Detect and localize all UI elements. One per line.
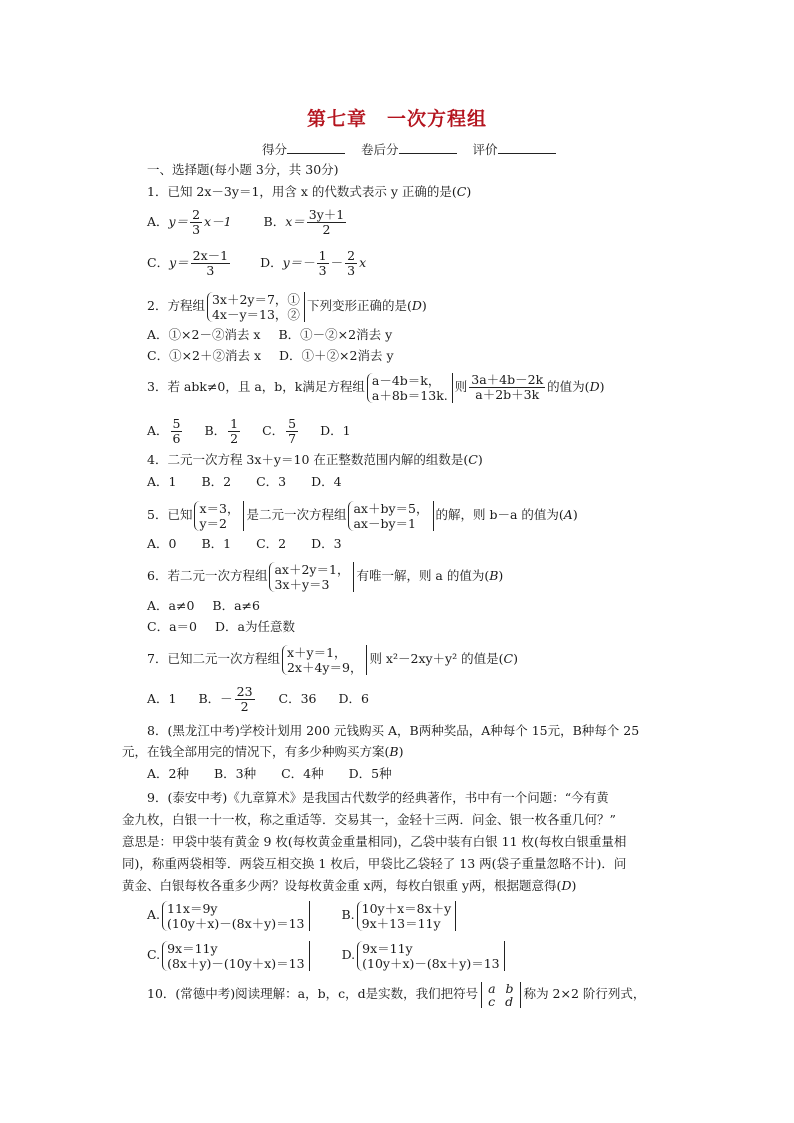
q3-num: 3a＋4b－2k: [471, 372, 544, 387]
q1-stem: 1．已知 2x－3y＝1，用含 x 的代数式表示 y 正确的是(: [147, 184, 457, 199]
q2-close: ): [421, 298, 427, 313]
q1-d-den1: 3: [318, 263, 327, 278]
q4-close: ): [477, 452, 483, 467]
q10-pre: 10．(常德中考)阅读理解：a，b，c，d是实数，我们把符号: [147, 986, 479, 1001]
question-6: [147, 559, 503, 593]
q10-determinant: [481, 982, 520, 1008]
q1-options-cd: [147, 247, 366, 279]
q3-c-num: 5: [288, 416, 297, 431]
q8-options: A．2种 B．3种 C．4种 D．5种: [147, 766, 392, 781]
q3-a-label: A．: [147, 423, 169, 438]
q8-answer: B: [389, 744, 399, 759]
q3-eq2: a＋8b＝13k.: [371, 387, 448, 403]
q3-post: 的值为(: [547, 379, 590, 394]
q7-e1: x＋y＝1，: [286, 644, 347, 660]
q1-b-pre: x＝: [285, 214, 305, 229]
q1-d-pre: y＝－: [282, 255, 315, 270]
q1-a-num: 2: [192, 207, 201, 222]
q6-options-cd: [147, 618, 295, 636]
q8-line2-pre: 元，在钱全部用完的情况下，有多少种购买方案(: [122, 744, 390, 759]
q1-b-fraction: [307, 208, 346, 237]
q3-c-den: 7: [288, 431, 297, 446]
score-row: [262, 140, 568, 158]
after-score-blank[interactable]: [399, 140, 457, 154]
q9-line3: 意思是：甲袋中装有黄金 9 枚(每枚黄金重量相同)，乙袋中装有白银 11 枚(每枚白银重量相: [122, 834, 627, 849]
q7-pre: 7．已知二元一次方程组: [147, 651, 280, 666]
q2-option-d: D．①＋②×2消去 y: [279, 348, 394, 363]
q2-answer: D: [411, 298, 422, 313]
after-score-label: 卷后分: [361, 142, 399, 157]
q6-e1: ax＋2y＝1，: [274, 561, 350, 577]
q1-a-den: 3: [192, 222, 201, 237]
q2-eq1: 3x＋2y＝7，①: [211, 291, 300, 307]
q2-pre: 2．方程组: [147, 298, 205, 313]
q7-option-d: D．6: [338, 691, 369, 706]
q5-solution: [194, 501, 244, 531]
q9-a-system: [162, 901, 310, 931]
q5-pre: 5．已知: [147, 507, 193, 522]
q5-s2: y＝2: [199, 515, 227, 531]
q1-b-num: 3y＋1: [308, 207, 345, 222]
q1-a-post: x－1: [204, 214, 232, 229]
q9-d-system: [357, 941, 505, 971]
q5-answer: A: [563, 507, 573, 522]
q9-c2: (8x＋y)－(10y＋x)＝13: [167, 955, 305, 971]
q8-line1: 8．(黑龙江中考)学校计划用 200 元钱购买 A，B两种奖品，A种每个 15元，B种每个 25: [147, 723, 640, 738]
q1-c-label: C．: [147, 255, 170, 270]
score-blank[interactable]: [287, 140, 345, 154]
question-2: [147, 290, 427, 322]
q6-answer: B: [489, 568, 499, 583]
q7-answer: C: [503, 651, 514, 666]
q3-close: ): [599, 379, 605, 394]
q9-answer: D: [561, 878, 572, 893]
q1-a-label: A．: [147, 214, 169, 229]
q4-answer: C: [468, 452, 478, 467]
q4-stem: 4．二元一次方程 3x＋y＝10 在正整数范围内解的组数是(: [147, 452, 469, 467]
q7-b-fraction: [235, 685, 255, 714]
q7-option-c: C．36: [278, 691, 317, 706]
q6-option-c: C．a＝0: [147, 619, 197, 634]
q10-m1: a b: [488, 980, 514, 996]
q7-system: [282, 645, 367, 675]
q2-post: 下列变形正确的是(: [306, 298, 412, 313]
q1-d-fraction2: [345, 249, 357, 278]
q1-d-num1: 1: [318, 248, 327, 263]
q9-b-label: B.: [341, 907, 355, 922]
q3-b-num: 1: [230, 416, 239, 431]
q9-line5: [122, 877, 576, 895]
q10-m2: c d: [488, 993, 514, 1009]
q1-d-post: x: [359, 255, 367, 270]
q2-eq2: 4x－y＝13，②: [211, 306, 300, 322]
q8-line2: [122, 743, 403, 761]
question-1: [147, 183, 471, 201]
q7-b-label: B．－: [198, 691, 233, 706]
q9-b-system: [357, 901, 457, 931]
q9-a1: 11x＝9y: [167, 900, 218, 916]
q6-pre: 6．若二元一次方程组: [147, 568, 268, 583]
q1-d-den2: 3: [347, 263, 356, 278]
q9-line2: 金九枚，白银一十一枚，称之重适等．交易其一，金轻十三两．问金、银一枚各重几何？”: [122, 812, 616, 827]
q10-post: 称为 2×2 阶行列式，: [523, 986, 646, 1001]
q7-post: 则 x²－2xy＋y² 的值是(: [369, 651, 504, 666]
q3-b-label: B．: [204, 423, 227, 438]
q3-fraction: [469, 373, 545, 402]
q5-mid: 是二元一次方程组: [246, 507, 347, 522]
question-4: [147, 451, 483, 469]
q9-a2: (10y＋x)－(8x＋y)＝13: [167, 915, 305, 931]
page-title: [0, 104, 794, 131]
q2-option-c: C．①×2＋②消去 x: [147, 348, 262, 363]
q2-system: [207, 292, 305, 322]
q2-option-b: B．①－②×2消去 y: [278, 327, 393, 342]
q1-d-label: D．: [260, 255, 283, 270]
q5-close: ): [572, 507, 578, 522]
q9-close: ): [571, 878, 577, 893]
q1-d-fraction1: [317, 249, 329, 278]
q9-c1: 9x＝11y: [167, 940, 218, 956]
q6-option-d: D．a为任意数: [214, 619, 295, 634]
q3-a-num: 5: [172, 416, 181, 431]
q1-b-label: B．: [263, 214, 286, 229]
q6-e2: 3x＋y＝3: [274, 576, 330, 592]
question-7: [147, 642, 518, 676]
q8-close: ): [398, 744, 404, 759]
q3-option-d: D．1: [320, 423, 351, 438]
q9-options-ab: [147, 897, 458, 933]
q9-c-label: C.: [147, 947, 161, 962]
question-3: [147, 370, 604, 404]
q9-d1: 9x＝11y: [362, 940, 413, 956]
q9-line1: 9．(泰安中考)《九章算术》是我国古代数学的经典著作，书中有一个问题：“今有黄: [147, 790, 609, 805]
q3-eq1: a－4b＝k，: [371, 372, 441, 388]
q9-line4: 同)，称重两袋相等．两袋互相交换 1 枚后，甲袋比乙袋轻了 13 两(袋子重量忽略不计)．问: [122, 856, 627, 871]
q1-d-mid: －: [330, 255, 344, 270]
q5-post: 的解，则 b－a 的值为(: [435, 507, 564, 522]
q5-e2: ax－by＝1: [353, 515, 417, 531]
q3-pre: 3．若 abk≠0，且 a，b，k满足方程组: [147, 379, 365, 394]
q5-options: A．0 B．1 C．2 D．3: [147, 536, 342, 551]
evaluation-blank[interactable]: [498, 140, 556, 154]
section-heading: 一、选择题(每小题 3分，共 30分): [147, 162, 339, 177]
q2-options-ab: [147, 326, 392, 344]
q3-b-fraction: [228, 417, 240, 446]
q6-system: [269, 562, 354, 592]
q1-d-num2: 2: [347, 248, 356, 263]
q4-options: A．1 B．2 C．3 D．4: [147, 474, 342, 489]
q6-post: 有唯一解，则 a 的值为(: [356, 568, 490, 583]
q1-a-fraction: [190, 208, 202, 237]
q5-s1: x＝3，: [199, 500, 240, 516]
score-label: 得分: [262, 142, 288, 157]
question-5: [147, 498, 578, 532]
evaluation-label: 评价: [472, 142, 498, 157]
q2-option-a: A．①×2－②消去 x: [147, 327, 261, 342]
q3-mid: 则: [454, 379, 468, 394]
q7-b-num: 23: [236, 684, 253, 699]
q1-c-pre: y＝: [169, 255, 189, 270]
q1-c-den: 3: [206, 263, 215, 278]
q6-option-a: A．a≠0: [147, 598, 195, 613]
q5-system: [348, 501, 433, 531]
chapter-label: 第七章: [306, 108, 367, 130]
question-10: [147, 978, 645, 1010]
q3-options: [147, 414, 351, 448]
q9-b1: 10y＋x＝8x＋y: [361, 900, 452, 916]
q1-options-ab: [147, 206, 348, 238]
q6-option-b: B．a≠6: [212, 598, 260, 613]
q1-c-fraction: [191, 249, 230, 278]
q7-b-den: 2: [240, 699, 249, 714]
q9-a-label: A.: [147, 907, 161, 922]
q3-den: a＋2b＋3k: [475, 387, 540, 402]
q1-b-den: 2: [322, 222, 331, 237]
q7-option-a: A．1: [147, 691, 177, 706]
q6-close: ): [498, 568, 504, 583]
q3-system: [367, 373, 453, 403]
q9-d2: (10y＋x)－(8x＋y)＝13: [362, 955, 500, 971]
q6-options-ab: [147, 597, 260, 615]
q1-a-pre: y＝: [168, 214, 189, 229]
q5-e1: ax＋by＝5，: [353, 500, 429, 516]
q9-line5-pre: 黄金、白银每枚各重多少两？设每枚黄金重 x两，每枚白银重 y两，根据题意得(: [122, 878, 562, 893]
q3-a-den: 6: [172, 431, 181, 446]
q1-c-num: 2x－1: [192, 248, 229, 263]
q9-options-cd: [147, 937, 507, 973]
q3-c-label: C．: [262, 423, 285, 438]
q3-c-fraction: [286, 417, 298, 446]
q2-options-cd: [147, 347, 394, 365]
q9-d-label: D.: [341, 947, 356, 962]
chapter-name: 一次方程组: [387, 108, 488, 130]
q3-b-den: 2: [230, 431, 239, 446]
q1-answer: C: [456, 184, 467, 199]
q7-e2: 2x＋4y＝9，: [286, 659, 363, 675]
q7-close: ): [513, 651, 518, 666]
q1-close: ): [466, 184, 472, 199]
q9-c-system: [162, 941, 310, 971]
q7-options: [147, 682, 369, 716]
q9-b2: 9x＋13＝11y: [361, 915, 441, 931]
q3-answer: D: [589, 379, 600, 394]
q3-a-fraction: [171, 417, 183, 446]
